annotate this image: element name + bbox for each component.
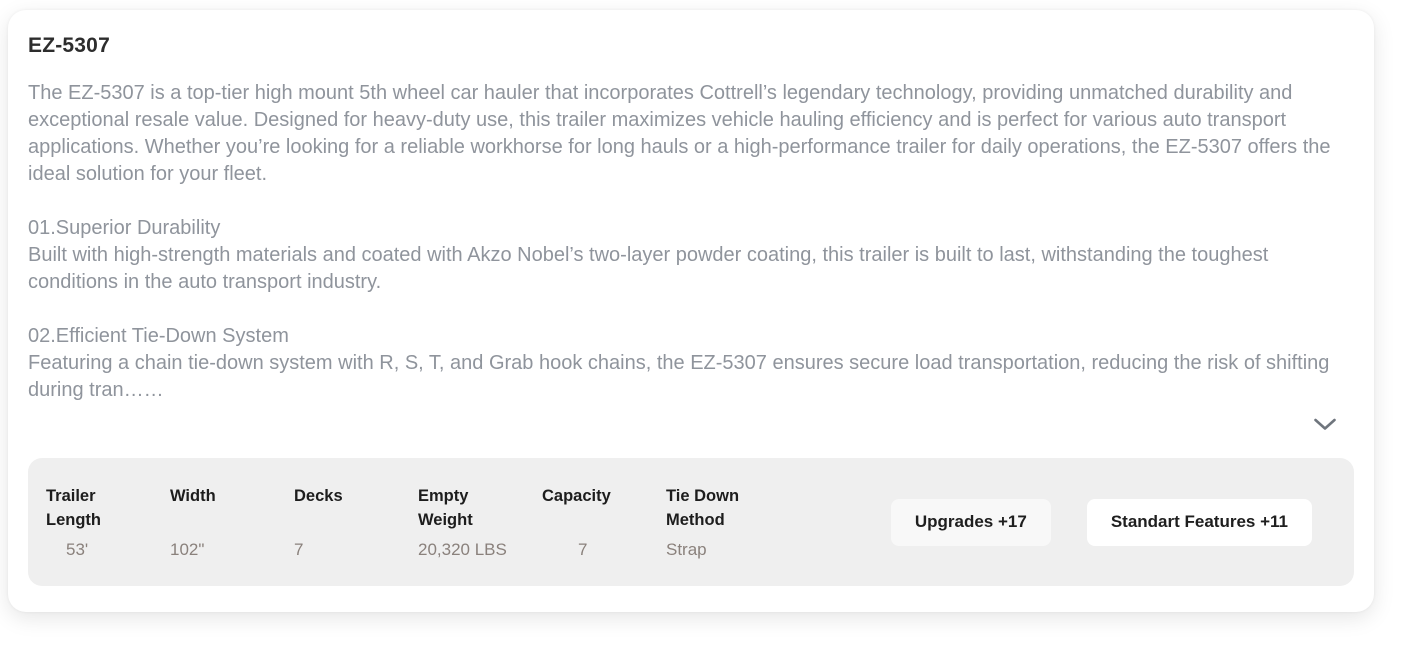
standart-features-button[interactable]: Standart Features +11	[1087, 499, 1312, 546]
spec-label: Empty Weight	[418, 487, 473, 529]
paragraph-body: Built with high-strength materials and coated with Akzo Nobel’s two-layer powder coating, this trailer is built to last, withstanding the toughest conditions in the auto transport industry.	[28, 244, 1269, 293]
upgrades-button[interactable]: Upgrades +17	[891, 499, 1051, 546]
spec-value: 7	[294, 540, 304, 559]
spec-buttons	[891, 458, 1354, 586]
paragraph-body: The EZ-5307 is a top-tier high mount 5th wheel car hauler that incorporates Cottrell’s legendary technology, providing unmatched durability and exceptional resale value. Designed for heavy-duty use, this trailer maximizes vehicle hauling efficiency and is perfect for various auto transport applications. Whether you’re looking for a reliable workhorse for long hauls or a high-performance trailer for daily operations, the EZ-5307 offers the ideal solution for your fleet.	[28, 82, 1331, 185]
spec-tie-down-method	[666, 484, 756, 586]
spec-label: Trailer Length	[46, 487, 101, 529]
page-title: EZ-5307	[28, 34, 110, 57]
spec-empty-weight	[418, 484, 508, 586]
spec-value: 20,320 LBS	[418, 540, 507, 559]
spec-label: Capacity	[542, 487, 611, 505]
spec-width	[170, 484, 260, 586]
product-card	[8, 10, 1374, 612]
paragraph-heading: 02.Efficient Tie-Down System	[28, 325, 289, 347]
spec-value: 102"	[170, 540, 205, 559]
spec-columns	[28, 458, 756, 586]
chevron-down-icon	[1313, 418, 1337, 431]
spec-trailer-length	[46, 484, 136, 586]
spec-label: Width	[170, 487, 216, 505]
spec-value: 53'	[66, 540, 89, 559]
spec-value: Strap	[666, 540, 707, 559]
description-paragraph	[28, 323, 1354, 404]
expand-description-button[interactable]	[1309, 414, 1341, 435]
paragraph-heading: 01.Superior Durability	[28, 217, 221, 239]
spec-decks	[294, 484, 384, 586]
spec-label: Decks	[294, 487, 343, 505]
spec-value: 7	[578, 540, 588, 559]
expand-row	[28, 404, 1354, 444]
spec-capacity	[542, 484, 632, 586]
description-paragraph	[28, 80, 1354, 188]
spec-label: Tie Down Method	[666, 487, 740, 529]
paragraph-body: Featuring a chain tie-down system with R, S, T, and Grab hook chains, the EZ-5307 ensures secure load transportation, reducing the risk of shifting during tran……	[28, 352, 1330, 401]
description-paragraph	[28, 215, 1354, 296]
product-description	[28, 80, 1354, 404]
spec-bar	[28, 458, 1354, 586]
